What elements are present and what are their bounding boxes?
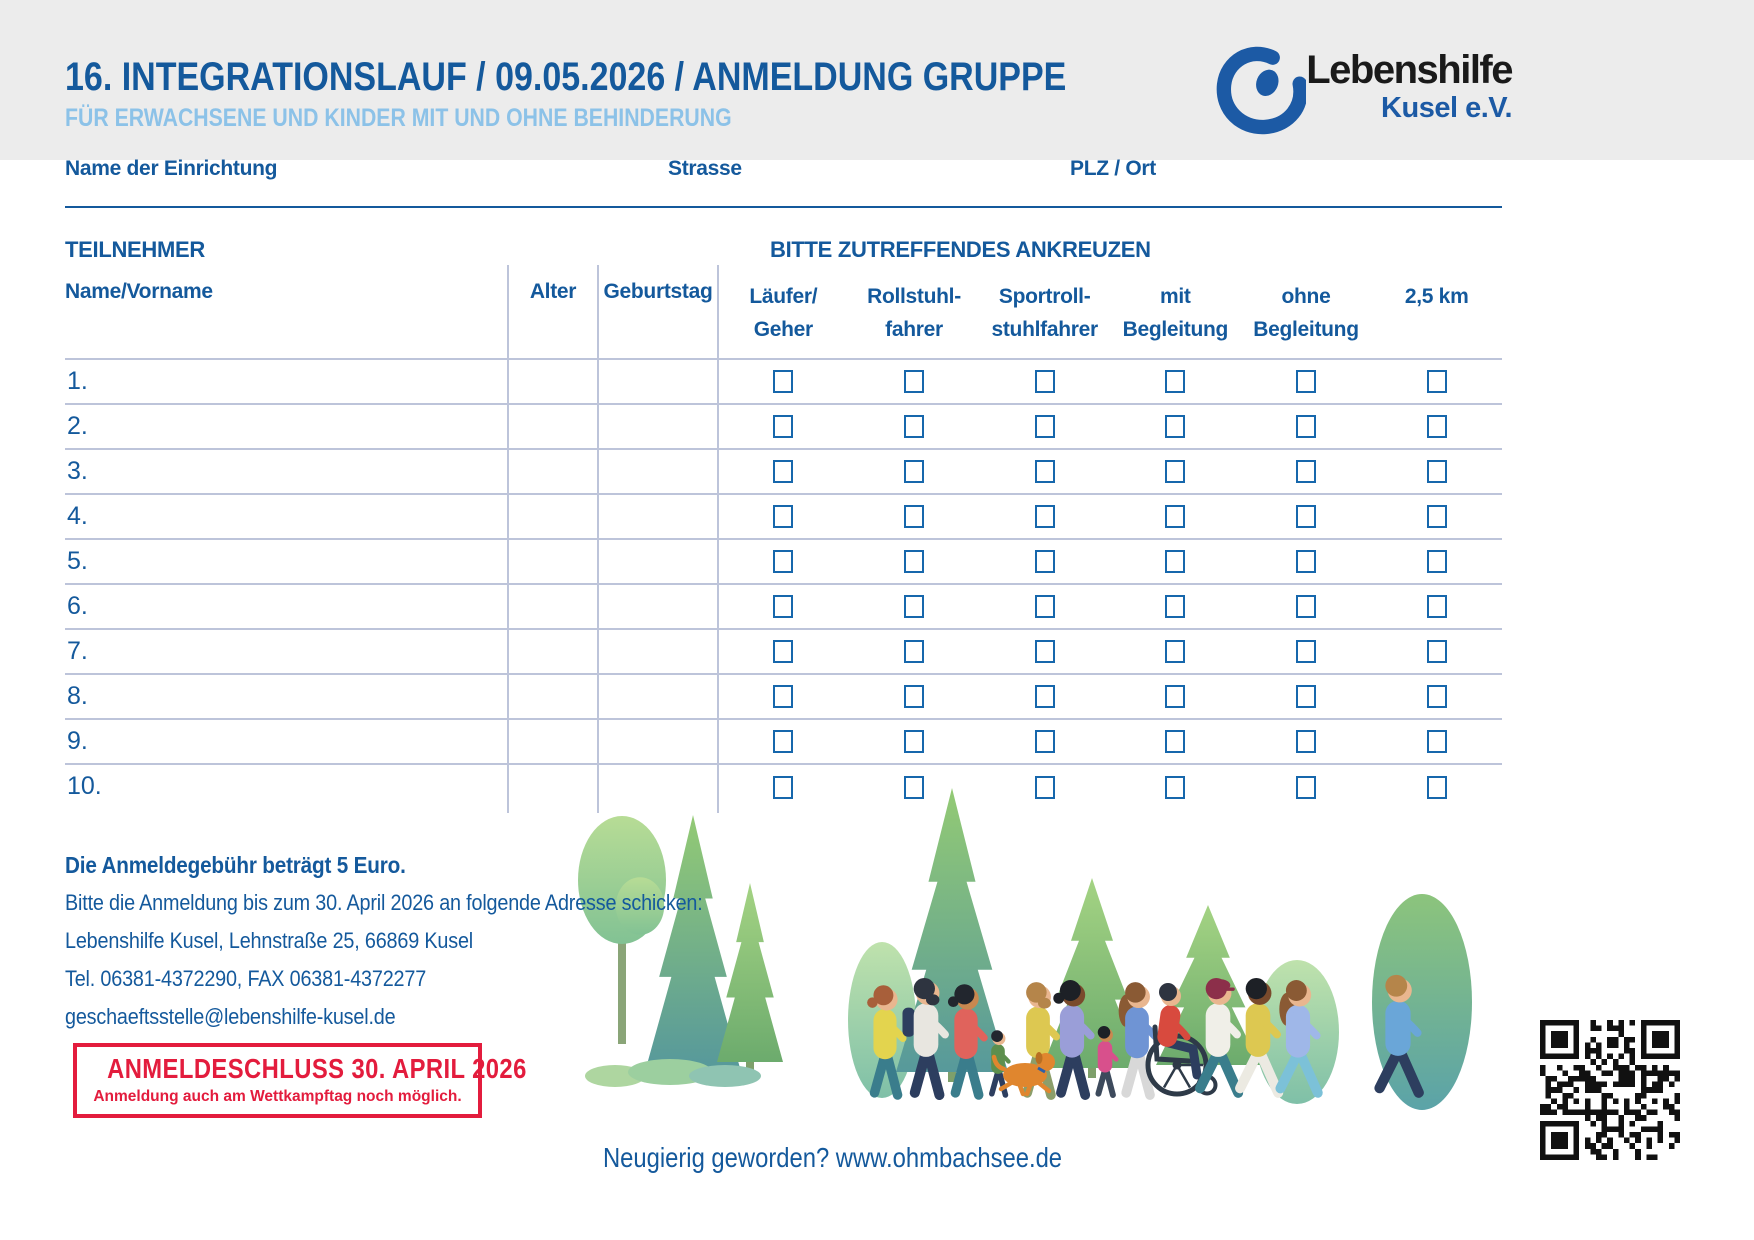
check-cell xyxy=(718,675,849,718)
logo-name: Lebenshilfe xyxy=(1306,48,1512,92)
check-cell xyxy=(1241,495,1372,538)
alter-cell[interactable] xyxy=(508,765,598,810)
table-row xyxy=(65,675,1502,720)
check-cell xyxy=(1241,450,1372,493)
checkmark-instruction: BITTE ZUTREFFENDES ANKREUZEN xyxy=(770,237,1151,262)
info-line: Lebenshilfe Kusel, Lehnstraße 25, 66869 Kusel xyxy=(65,928,473,953)
check-cell xyxy=(1110,540,1241,583)
check-cell xyxy=(979,360,1110,403)
geburtstag-cell[interactable] xyxy=(598,585,718,628)
check-cell xyxy=(1110,720,1241,763)
check-cell xyxy=(1371,450,1502,493)
checkbox[interactable] xyxy=(904,595,924,618)
check-cell xyxy=(1371,495,1502,538)
row-number: 10. xyxy=(67,772,102,800)
checkbox[interactable] xyxy=(1165,505,1185,528)
check-cell xyxy=(849,675,980,718)
alter-cell[interactable] xyxy=(508,495,598,538)
checkbox[interactable] xyxy=(1035,776,1055,799)
checkbox[interactable] xyxy=(773,370,793,393)
check-cell xyxy=(979,540,1110,583)
table-row xyxy=(65,450,1502,495)
name-cell[interactable] xyxy=(65,630,508,673)
logo-subname: Kusel e.V. xyxy=(1381,92,1512,124)
info-line: Bitte die Anmeldung bis zum 30. April 2026 an folgende Adresse schicken: xyxy=(65,890,703,915)
check-column-header: Läufer/ Geher xyxy=(749,285,818,341)
check-cell xyxy=(718,630,849,673)
checkbox[interactable] xyxy=(1296,370,1316,393)
check-cell xyxy=(1110,630,1241,673)
checkbox[interactable] xyxy=(773,415,793,438)
check-cell xyxy=(979,405,1110,448)
checkbox[interactable] xyxy=(773,505,793,528)
row-number: 2. xyxy=(67,412,88,440)
check-cell xyxy=(1110,450,1241,493)
name-cell[interactable] xyxy=(65,540,508,583)
check-cell xyxy=(1241,765,1372,810)
checkbox[interactable] xyxy=(773,730,793,753)
check-cell xyxy=(718,450,849,493)
checkbox[interactable] xyxy=(1296,730,1316,753)
check-cell xyxy=(849,765,980,810)
plz-ort-input-area[interactable] xyxy=(1160,160,1502,205)
plz-ort-label: PLZ / Ort xyxy=(1070,157,1156,180)
check-cell xyxy=(849,720,980,763)
row-number: 7. xyxy=(67,637,88,665)
check-column-header: Rollstuhl- fahrer xyxy=(867,285,961,341)
checkbox[interactable] xyxy=(1427,505,1447,528)
checkbox[interactable] xyxy=(1035,595,1055,618)
checkbox[interactable] xyxy=(1035,460,1055,483)
alter-cell[interactable] xyxy=(508,360,598,403)
deadline-line2: Anmeldung auch am Wettkampftag noch möglich. xyxy=(93,1088,462,1105)
geburtstag-cell[interactable] xyxy=(598,405,718,448)
check-cell xyxy=(1110,495,1241,538)
name-column-header: Name/Vorname xyxy=(65,280,213,303)
check-cell xyxy=(849,495,980,538)
checkbox[interactable] xyxy=(1165,730,1185,753)
check-cell xyxy=(1371,405,1502,448)
check-cell xyxy=(1241,585,1372,628)
checkbox[interactable] xyxy=(1296,550,1316,573)
checkbox[interactable] xyxy=(1427,550,1447,573)
check-cell xyxy=(979,765,1110,810)
participants-title: TEILNEHMER xyxy=(65,237,206,262)
checkbox[interactable] xyxy=(1035,370,1055,393)
check-cell xyxy=(849,405,980,448)
check-cell xyxy=(849,585,980,628)
fee-note: Die Anmeldegebühr beträgt 5 Euro. xyxy=(65,852,406,878)
checkbox[interactable] xyxy=(904,505,924,528)
bush-tree xyxy=(689,1065,761,1087)
page-subtitle: FÜR ERWACHSENE UND KINDER MIT UND OHNE BEHINDERUNG xyxy=(65,104,732,132)
row-number: 9. xyxy=(67,727,88,755)
check-cell xyxy=(1371,540,1502,583)
check-cell xyxy=(718,495,849,538)
check-cell xyxy=(849,450,980,493)
einrichtung-label: Name der Einrichtung xyxy=(65,157,278,180)
checkbox[interactable] xyxy=(1296,505,1316,528)
einrichtung-input-area[interactable] xyxy=(260,160,660,205)
check-cell xyxy=(718,405,849,448)
alter-cell[interactable] xyxy=(508,450,598,493)
checkbox[interactable] xyxy=(1296,460,1316,483)
info-line: Tel. 06381-4372290, FAX 06381-4372277 xyxy=(65,966,427,991)
table-row xyxy=(65,540,1502,585)
table-row xyxy=(65,585,1502,630)
checkbox[interactable] xyxy=(773,550,793,573)
table-row xyxy=(65,720,1502,765)
table-row xyxy=(65,405,1502,450)
checkbox[interactable] xyxy=(1035,685,1055,708)
checkbox[interactable] xyxy=(904,640,924,663)
check-cell xyxy=(1110,405,1241,448)
check-cell xyxy=(979,675,1110,718)
name-cell[interactable] xyxy=(65,765,508,810)
check-cell xyxy=(1371,630,1502,673)
checkbox[interactable] xyxy=(1035,415,1055,438)
checkbox[interactable] xyxy=(904,415,924,438)
checkbox[interactable] xyxy=(1165,370,1185,393)
alter-cell[interactable] xyxy=(508,675,598,718)
check-cell xyxy=(849,540,980,583)
check-column-header: Sportroll- stuhlfahrer xyxy=(991,285,1098,341)
check-cell xyxy=(979,450,1110,493)
checkbox[interactable] xyxy=(1296,595,1316,618)
geburtstag-column-header: Geburtstag xyxy=(603,280,713,303)
geburtstag-cell[interactable] xyxy=(598,720,718,763)
checkbox[interactable] xyxy=(1427,415,1447,438)
checkbox[interactable] xyxy=(1165,595,1185,618)
checkbox[interactable] xyxy=(1165,460,1185,483)
check-cell xyxy=(1241,630,1372,673)
geburtstag-cell[interactable] xyxy=(598,630,718,673)
check-cell xyxy=(1241,405,1372,448)
checkbox[interactable] xyxy=(1427,370,1447,393)
checkbox[interactable] xyxy=(773,685,793,708)
check-cell xyxy=(718,585,849,628)
geburtstag-cell[interactable] xyxy=(598,540,718,583)
checkbox[interactable] xyxy=(1035,640,1055,663)
check-column-header: ohne Begleitung xyxy=(1253,285,1359,341)
alter-column-header: Alter xyxy=(529,280,577,303)
geburtstag-cell[interactable] xyxy=(598,360,718,403)
check-cell xyxy=(849,630,980,673)
strasse-input-area[interactable] xyxy=(745,160,1060,205)
name-cell[interactable] xyxy=(65,450,508,493)
checkbox[interactable] xyxy=(1427,640,1447,663)
checkbox[interactable] xyxy=(1427,460,1447,483)
row-number: 5. xyxy=(67,547,88,575)
name-cell[interactable] xyxy=(65,405,508,448)
check-cell xyxy=(1110,360,1241,403)
checkbox[interactable] xyxy=(904,730,924,753)
checkbox[interactable] xyxy=(1165,685,1185,708)
alter-cell[interactable] xyxy=(508,405,598,448)
checkbox[interactable] xyxy=(1035,730,1055,753)
name-cell[interactable] xyxy=(65,585,508,628)
pine-tree xyxy=(896,788,1008,1082)
check-cell xyxy=(979,495,1110,538)
checkbox[interactable] xyxy=(773,640,793,663)
check-cell xyxy=(1371,585,1502,628)
check-cell xyxy=(1110,585,1241,628)
check-cell xyxy=(1371,360,1502,403)
row-number: 6. xyxy=(67,592,88,620)
check-cell xyxy=(1371,675,1502,718)
checkbox[interactable] xyxy=(1296,640,1316,663)
table-row xyxy=(65,360,1502,405)
checkbox[interactable] xyxy=(773,776,793,799)
checkbox[interactable] xyxy=(1296,415,1316,438)
row-number: 8. xyxy=(67,682,88,710)
qr-code xyxy=(1540,1020,1680,1160)
checkbox[interactable] xyxy=(1427,776,1447,799)
check-headers xyxy=(718,280,1502,346)
check-cell xyxy=(1110,765,1241,810)
checkbox[interactable] xyxy=(1296,776,1316,799)
check-cell xyxy=(1241,720,1372,763)
row-number: 1. xyxy=(67,367,88,395)
checkbox[interactable] xyxy=(904,776,924,799)
strasse-label: Strasse xyxy=(668,157,742,180)
checkbox[interactable] xyxy=(1427,730,1447,753)
checkbox[interactable] xyxy=(773,595,793,618)
check-cell xyxy=(979,720,1110,763)
checkbox[interactable] xyxy=(1165,776,1185,799)
checkbox[interactable] xyxy=(1427,595,1447,618)
check-cell xyxy=(979,585,1110,628)
check-cell xyxy=(1371,765,1502,810)
geburtstag-cell[interactable] xyxy=(598,765,718,810)
alter-cell[interactable] xyxy=(508,540,598,583)
fields-underline xyxy=(65,206,1502,208)
check-cell xyxy=(718,765,849,810)
check-column-header: mit Begleitung xyxy=(1122,285,1229,341)
checkbox[interactable] xyxy=(1165,640,1185,663)
check-cell xyxy=(1371,720,1502,763)
checkbox[interactable] xyxy=(1035,550,1055,573)
check-cell xyxy=(1241,675,1372,718)
check-cell xyxy=(1241,540,1372,583)
checkbox[interactable] xyxy=(1296,685,1316,708)
checkbox[interactable] xyxy=(1035,505,1055,528)
geburtstag-cell[interactable] xyxy=(598,675,718,718)
table-row xyxy=(65,495,1502,540)
table-row xyxy=(65,630,1502,675)
checkbox[interactable] xyxy=(904,550,924,573)
name-cell[interactable] xyxy=(65,720,508,763)
checkbox[interactable] xyxy=(1165,550,1185,573)
check-cell xyxy=(979,630,1110,673)
check-cell xyxy=(1241,360,1372,403)
alter-cell[interactable] xyxy=(508,585,598,628)
check-cell xyxy=(1110,675,1241,718)
row-number: 4. xyxy=(67,502,88,530)
check-cell xyxy=(718,360,849,403)
checkbox[interactable] xyxy=(1427,685,1447,708)
check-cell xyxy=(849,360,980,403)
participants-rows xyxy=(65,360,1502,810)
geburtstag-cell[interactable] xyxy=(598,450,718,493)
alter-cell[interactable] xyxy=(508,720,598,763)
alter-cell[interactable] xyxy=(508,630,598,673)
table-row xyxy=(65,765,1502,810)
checkbox[interactable] xyxy=(904,685,924,708)
checkbox[interactable] xyxy=(904,370,924,393)
info-block xyxy=(65,846,703,1036)
check-cell xyxy=(718,720,849,763)
pine-tree xyxy=(717,883,783,1072)
name-cell[interactable] xyxy=(65,675,508,718)
deadline-box xyxy=(73,1043,527,1118)
email-address: geschaeftsstelle@lebenshilfe-kusel.de xyxy=(65,1004,396,1029)
checkbox[interactable] xyxy=(1165,415,1185,438)
geburtstag-cell[interactable] xyxy=(598,495,718,538)
checkbox[interactable] xyxy=(773,460,793,483)
check-column-header: 2,5 km xyxy=(1404,285,1469,308)
deadline-line1: ANMELDESCHLUSS 30. APRIL 2026 xyxy=(107,1053,527,1084)
name-cell[interactable] xyxy=(65,495,508,538)
footer-tagline: Neugierig geworden? www.ohmbachsee.de xyxy=(602,1142,1063,1173)
row-number: 3. xyxy=(67,457,88,485)
check-cell xyxy=(718,540,849,583)
checkbox[interactable] xyxy=(904,460,924,483)
page-title: 16. INTEGRATIONSLAUF / 09.05.2026 / ANMELDUNG GRUPPE xyxy=(65,55,1067,99)
name-cell[interactable] xyxy=(65,360,508,403)
